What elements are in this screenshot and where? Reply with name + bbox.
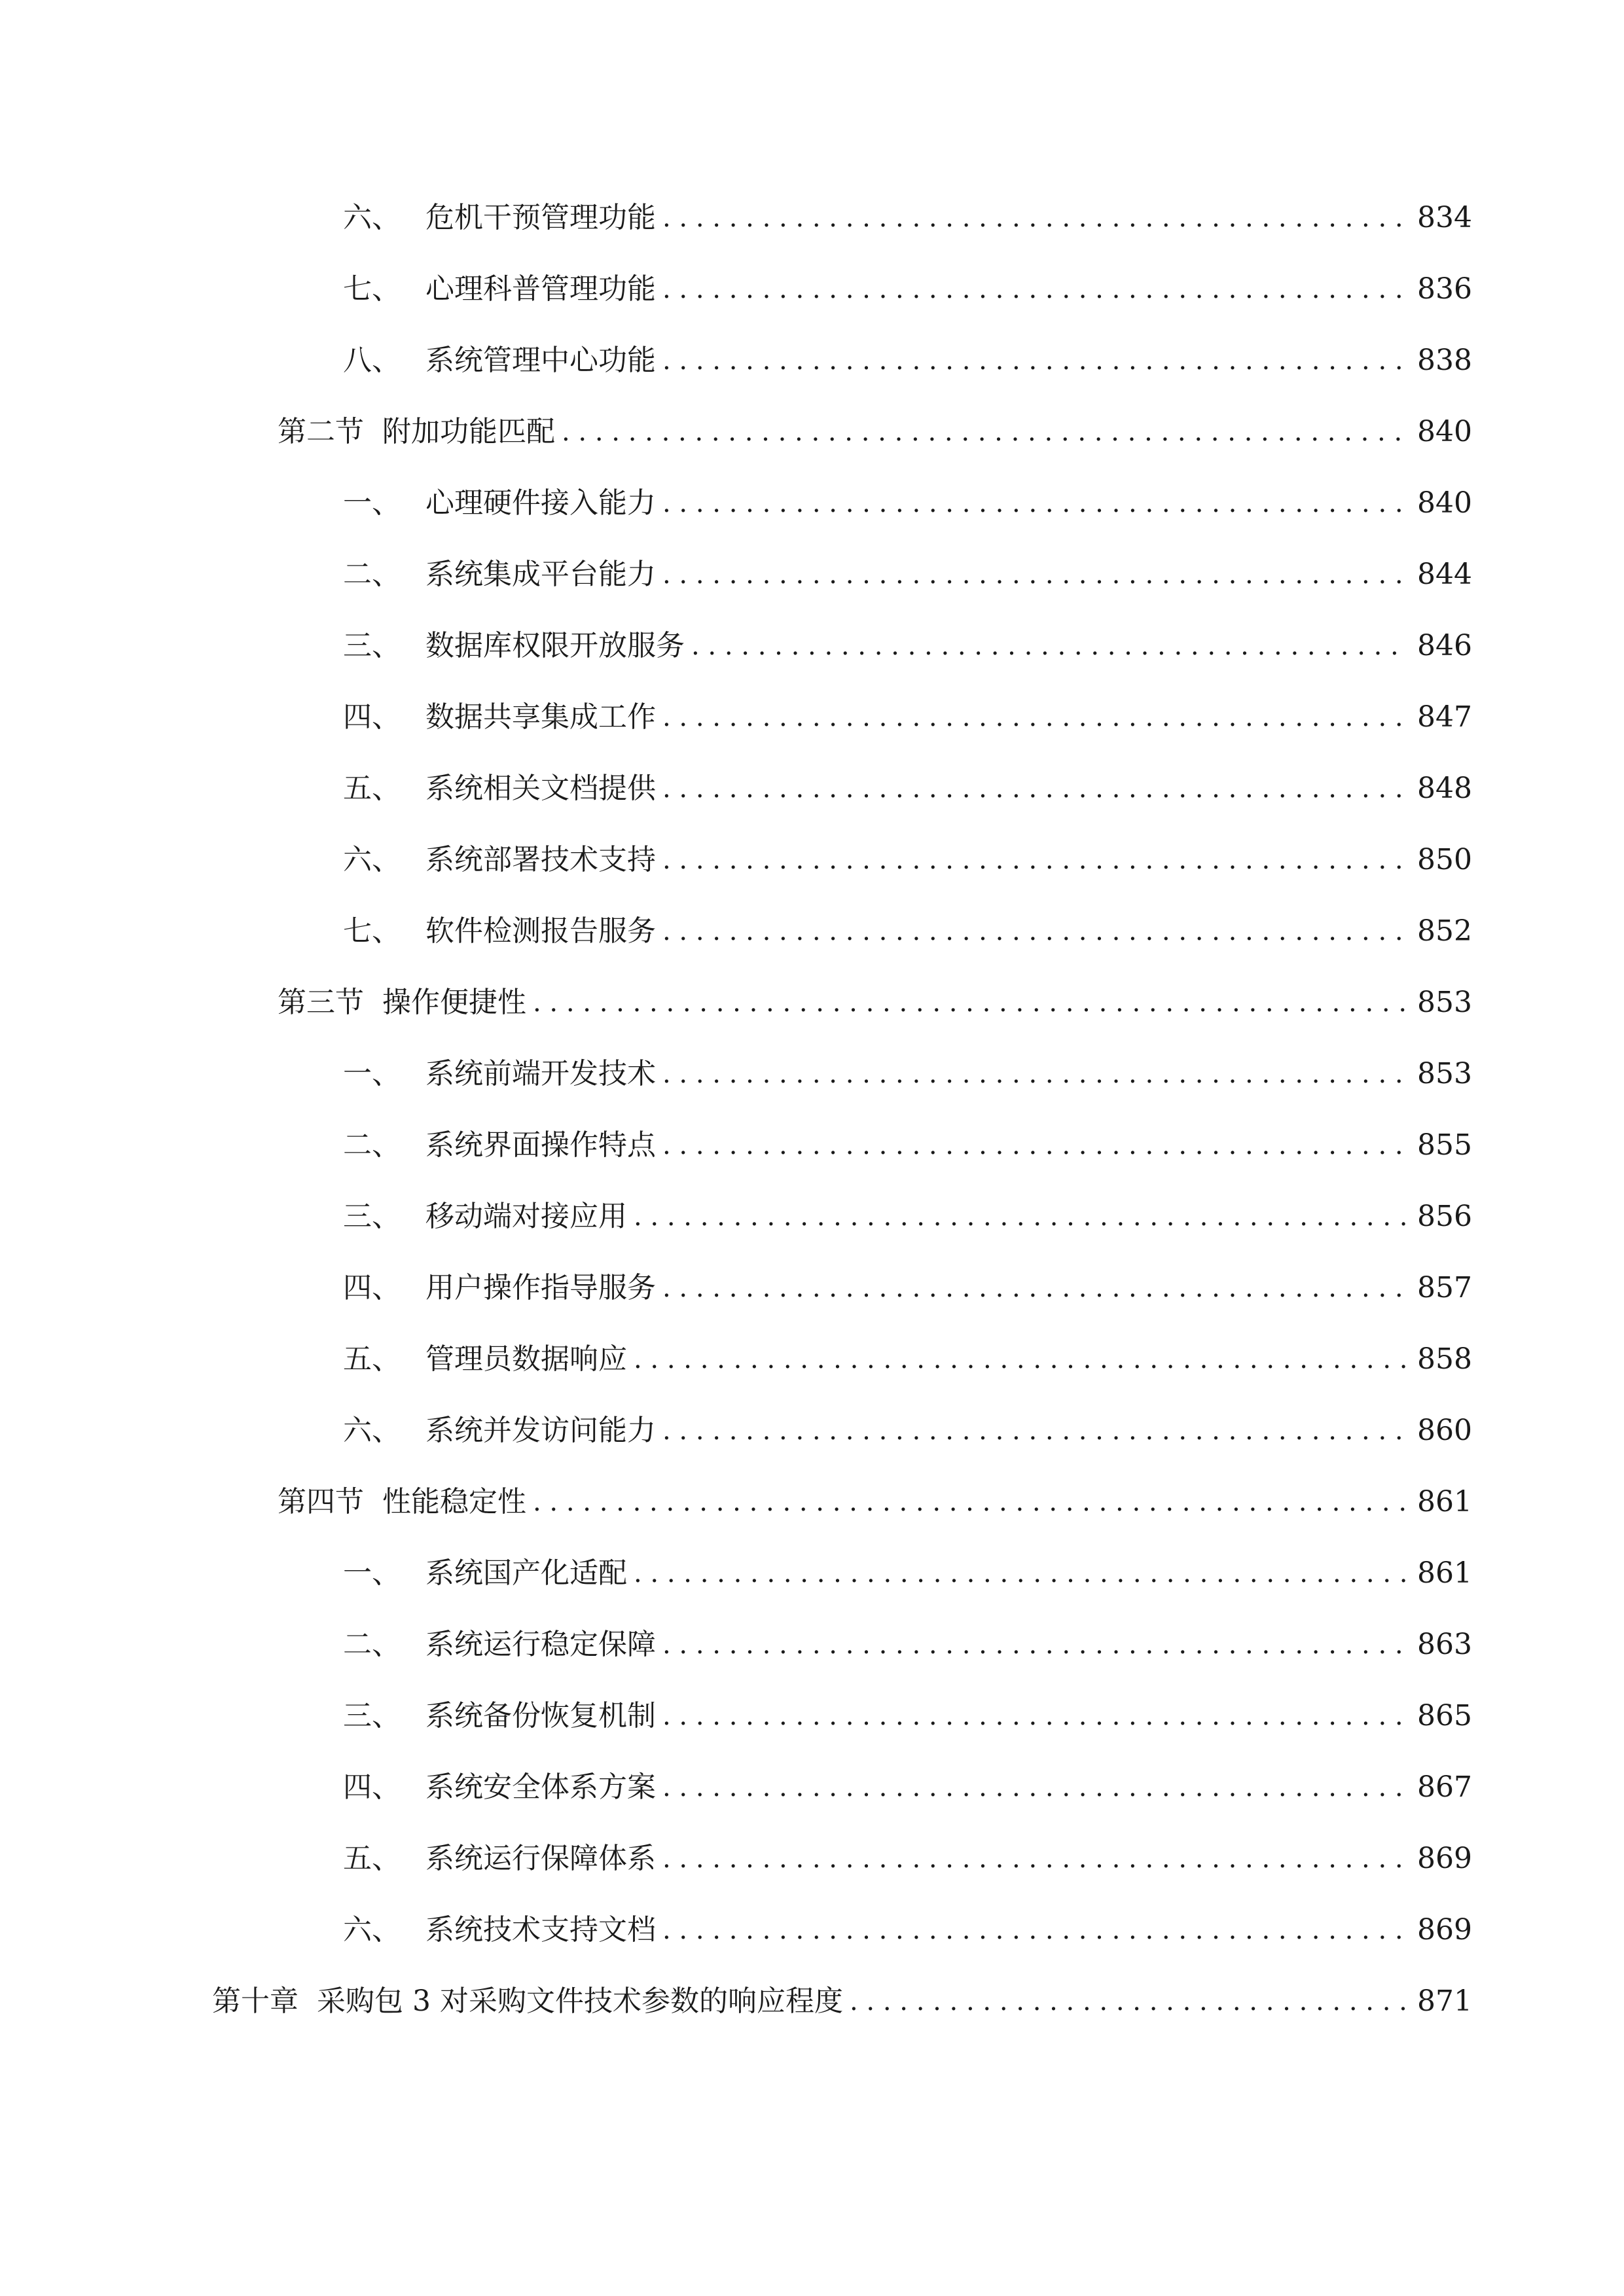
toc-entry-number: 四、 (343, 1271, 401, 1304)
toc-entry-number: 第二节 (278, 415, 364, 448)
toc-entry[interactable] (343, 1048, 1472, 1100)
toc-page-number: 855 (1417, 1128, 1472, 1162)
toc-entry-title: 系统并发访问能力 (425, 1414, 656, 1447)
toc-entry-title: 性能稳定性 (382, 1485, 526, 1518)
toc-page-number: 844 (1417, 558, 1472, 591)
toc-dot-leader (662, 1619, 1408, 1671)
toc-entry-title: 采购包 3 对采购文件技术参数的响应程度 (317, 1984, 843, 2018)
toc-entry[interactable] (343, 1262, 1472, 1314)
toc-entry[interactable] (343, 548, 1472, 601)
toc-entry-title: 危机干预管理功能 (425, 201, 656, 234)
toc-entry-number: 一、 (343, 486, 401, 520)
toc-page-number: 848 (1417, 772, 1472, 805)
toc-entry[interactable] (343, 334, 1472, 387)
toc-entry-number: 二、 (343, 1628, 401, 1661)
toc-dot-leader (662, 1048, 1408, 1100)
toc-entry[interactable] (343, 620, 1472, 672)
toc-dot-leader (662, 1690, 1408, 1742)
toc-entry-section[interactable] (278, 406, 1472, 458)
toc-page-number: 840 (1417, 486, 1472, 520)
toc-entry-title: 系统国产化适配 (425, 1556, 627, 1590)
toc-entry[interactable] (343, 1333, 1472, 1386)
toc-entry-number: 六、 (343, 1414, 401, 1447)
toc-entry-number: 八、 (343, 344, 401, 377)
toc-entry[interactable] (343, 1904, 1472, 1956)
toc-entry-title: 用户操作指导服务 (425, 1271, 656, 1304)
toc-dot-leader (533, 1476, 1408, 1528)
toc-entry-title: 心理科普管理功能 (425, 272, 656, 306)
toc-entry-number: 三、 (343, 1200, 401, 1233)
toc-entry-number: 四、 (343, 700, 401, 734)
toc-entry[interactable] (343, 834, 1472, 886)
toc-dot-leader (662, 548, 1408, 601)
toc-entry-number: 六、 (343, 843, 401, 876)
toc-dot-leader (662, 477, 1408, 529)
toc-dot-leader (662, 691, 1408, 744)
toc-page-number: 834 (1417, 201, 1472, 234)
toc-entry-number: 二、 (343, 558, 401, 591)
toc-page-number: 853 (1417, 986, 1472, 1019)
toc-dot-leader (662, 905, 1408, 958)
toc-dot-leader (662, 1833, 1408, 1885)
toc-entry-title: 系统技术支持文档 (425, 1913, 656, 1946)
toc-entry-title: 系统集成平台能力 (425, 558, 656, 591)
toc-dot-leader (634, 1333, 1408, 1386)
toc-entry[interactable] (343, 1191, 1472, 1243)
toc-page-number: 856 (1417, 1200, 1472, 1233)
toc-entry-title: 系统运行稳定保障 (425, 1628, 656, 1661)
toc-dot-leader (662, 1262, 1408, 1314)
toc-page-number: 852 (1417, 914, 1472, 948)
toc-entry-title: 软件检测报告服务 (425, 914, 656, 948)
toc-entry-number: 六、 (343, 201, 401, 234)
toc-entry-title: 系统备份恢复机制 (425, 1699, 656, 1732)
toc-page-number: 850 (1417, 843, 1472, 876)
toc-dot-leader (662, 263, 1408, 315)
toc-entry-chapter[interactable] (212, 1975, 1472, 2028)
toc-page-number: 863 (1417, 1628, 1472, 1661)
toc-entry-title: 系统部署技术支持 (425, 843, 656, 876)
toc-entry-title: 系统运行保障体系 (425, 1842, 656, 1875)
toc-page-number: 840 (1417, 415, 1472, 448)
toc-entry-number: 四、 (343, 1770, 401, 1804)
toc-entry[interactable] (343, 691, 1472, 744)
toc-entry-number: 第四节 (278, 1485, 364, 1518)
toc-entry[interactable] (343, 1833, 1472, 1885)
toc-page-number: 861 (1417, 1485, 1472, 1518)
toc-page-number: 869 (1417, 1913, 1472, 1946)
toc-entry[interactable] (343, 477, 1472, 529)
toc-entry-number: 二、 (343, 1128, 401, 1162)
toc-entry-number: 第十章 (212, 1984, 298, 2018)
toc-entry-number: 五、 (343, 772, 401, 805)
toc-dot-leader (662, 762, 1408, 815)
toc-page-number: 860 (1417, 1414, 1472, 1447)
toc-entry-number: 五、 (343, 1842, 401, 1875)
toc-entry-title: 系统界面操作特点 (425, 1128, 656, 1162)
toc-entry-title: 心理硬件接入能力 (425, 486, 656, 520)
toc-page-number: 853 (1417, 1057, 1472, 1090)
toc-entry-title: 系统前端开发技术 (425, 1057, 656, 1090)
toc-page-number: 867 (1417, 1770, 1472, 1804)
toc-dot-leader (662, 834, 1408, 886)
toc-entry-title: 系统相关文档提供 (425, 772, 656, 805)
toc-dot-leader (562, 406, 1408, 458)
toc-entry-title: 系统安全体系方案 (425, 1770, 656, 1804)
toc-dot-leader (634, 1547, 1408, 1600)
toc-entry-number: 六、 (343, 1913, 401, 1946)
toc-dot-leader (533, 977, 1408, 1029)
toc-entry[interactable] (343, 1619, 1472, 1671)
toc-dot-leader (662, 1904, 1408, 1956)
toc-entry[interactable] (343, 905, 1472, 958)
toc-entry-section[interactable] (278, 977, 1472, 1029)
toc-page-number: 871 (1417, 1984, 1472, 2018)
toc-page-number: 858 (1417, 1342, 1472, 1376)
toc-page-number: 857 (1417, 1271, 1472, 1304)
toc-entry-number: 七、 (343, 914, 401, 948)
toc-page-number: 838 (1417, 344, 1472, 377)
toc-dot-leader (691, 620, 1408, 672)
toc-page-number: 869 (1417, 1842, 1472, 1875)
toc-entry-title: 系统管理中心功能 (425, 344, 656, 377)
toc-entry-section[interactable] (278, 1476, 1472, 1528)
toc-entry-number: 三、 (343, 629, 401, 662)
toc-entry-title: 附加功能匹配 (382, 415, 555, 448)
toc-entry[interactable] (343, 762, 1472, 815)
toc-dot-leader (662, 1405, 1408, 1457)
toc-entry-number: 五、 (343, 1342, 401, 1376)
toc-entry-number: 一、 (343, 1057, 401, 1090)
toc-entry-title: 数据库权限开放服务 (425, 629, 685, 662)
toc-page-number: 847 (1417, 700, 1472, 734)
toc-entry[interactable] (343, 263, 1472, 315)
toc-entry-number: 一、 (343, 1556, 401, 1590)
toc-entry-number: 三、 (343, 1699, 401, 1732)
toc-page-number: 861 (1417, 1556, 1472, 1590)
toc-entry-number: 七、 (343, 272, 401, 306)
toc-entry-title: 数据共享集成工作 (425, 700, 656, 734)
toc-entry-title: 操作便捷性 (382, 986, 526, 1019)
toc-dot-leader (634, 1191, 1408, 1243)
toc-entry[interactable] (343, 1761, 1472, 1814)
toc-dot-leader (850, 1975, 1408, 2028)
toc-entry-title: 管理员数据响应 (425, 1342, 627, 1376)
toc-dot-leader (662, 1119, 1408, 1172)
toc-page-number: 836 (1417, 272, 1472, 306)
toc-entry-title: 移动端对接应用 (425, 1200, 627, 1233)
toc-entry[interactable] (343, 1690, 1472, 1742)
toc-entry[interactable] (343, 1405, 1472, 1457)
toc-entry-number: 第三节 (278, 986, 364, 1019)
toc-entry[interactable] (343, 1119, 1472, 1172)
toc-dot-leader (662, 334, 1408, 387)
toc-dot-leader (662, 1761, 1408, 1814)
toc-entry[interactable] (343, 192, 1472, 244)
toc-entry[interactable] (343, 1547, 1472, 1600)
toc-page-number: 846 (1417, 629, 1472, 662)
toc-page-number: 865 (1417, 1699, 1472, 1732)
toc-dot-leader (662, 192, 1408, 244)
